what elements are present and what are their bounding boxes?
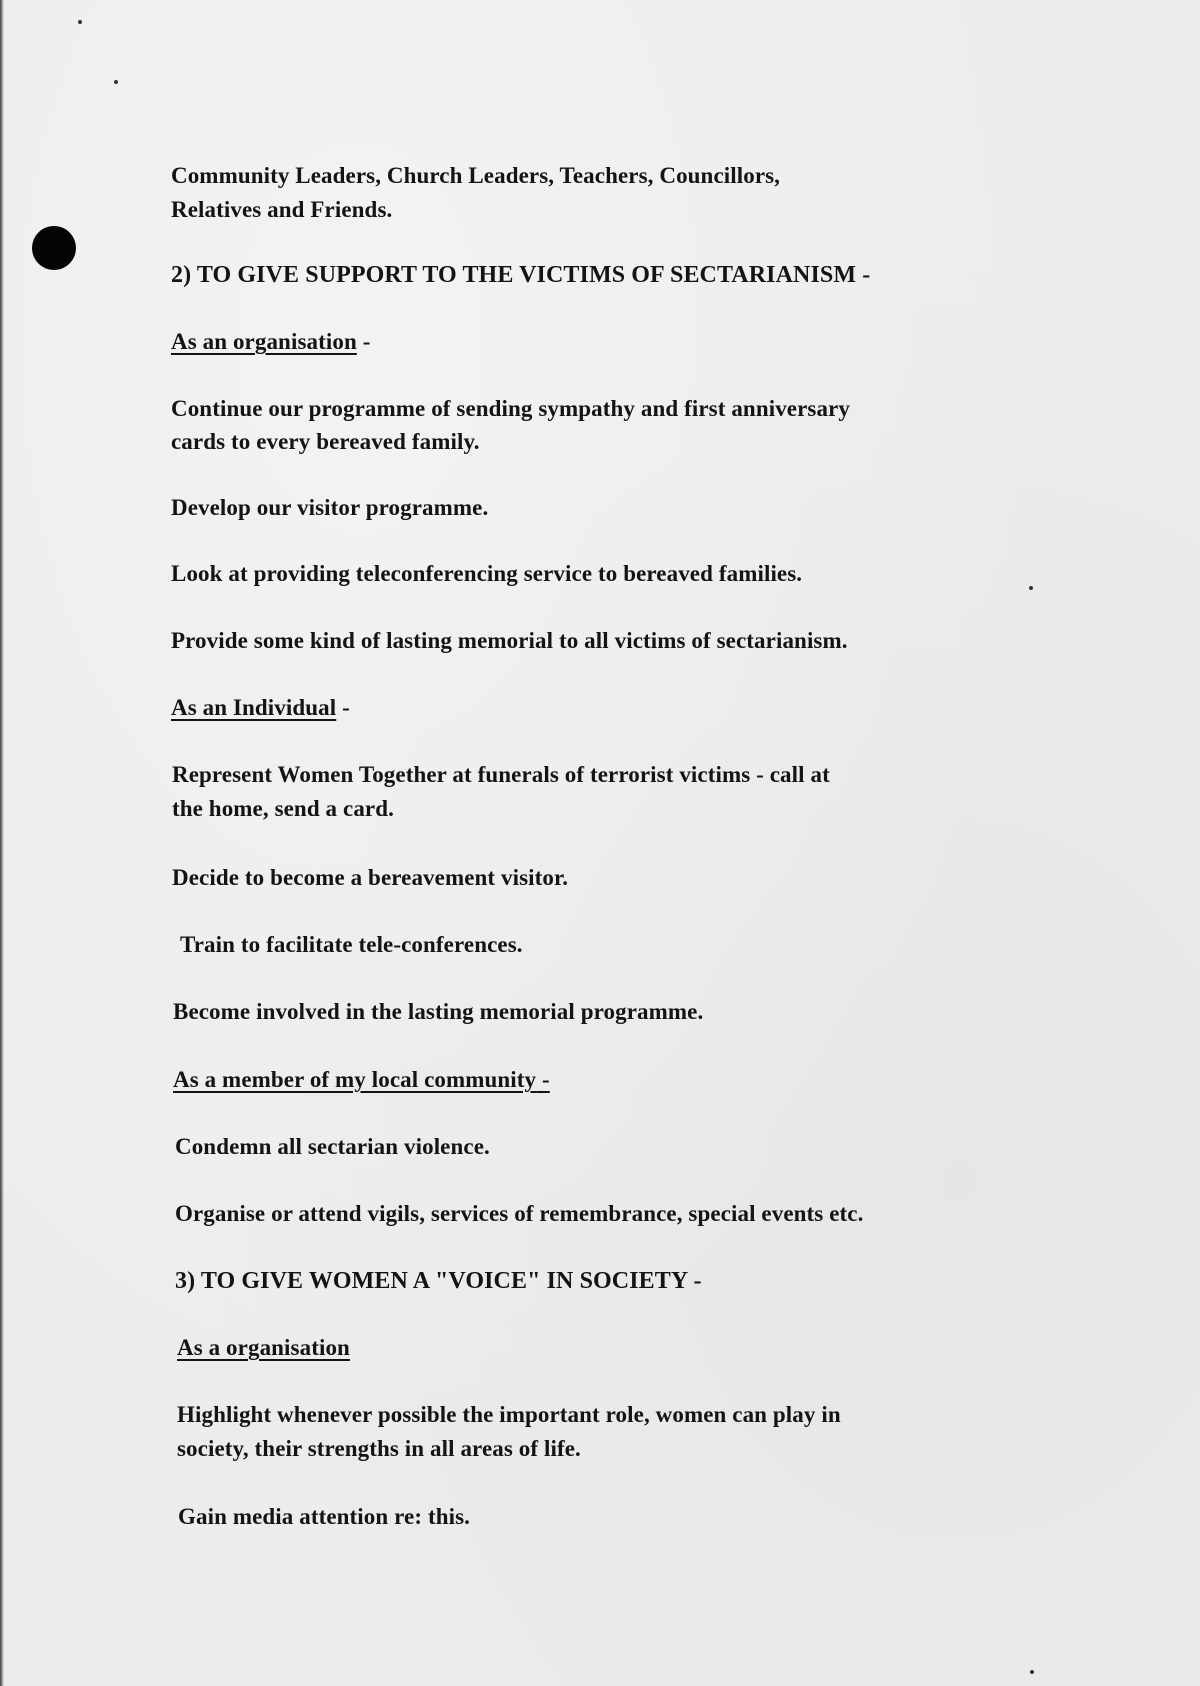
subheading-organisation-2: [177, 1331, 350, 1365]
subheading-individual: [171, 691, 350, 725]
intro-line-1: Community Leaders, Church Leaders, Teachers, Councillors,: [171, 163, 781, 188]
subheading-organisation-2-label: As a organisation: [177, 1335, 350, 1360]
individual-item-1-line-2: the home, send a card.: [172, 796, 394, 821]
subheading-organisation-label: As an organisation: [171, 329, 357, 354]
community-item-2: Organise or attend vigils, services of remembrance, special events etc.: [175, 1201, 864, 1226]
scan-edge-shadow: [0, 0, 4, 1686]
org-item-4: Provide some kind of lasting memorial to all victims of sectarianism.: [171, 628, 848, 653]
individual-item-3: Train to facilitate tele-conferences.: [180, 932, 523, 957]
subheading-organisation-suffix: -: [356, 329, 371, 354]
section-3-item-2: Gain media attention re: this.: [178, 1504, 470, 1529]
section-3-item-1-line-2: society, their strengths in all areas of life.: [177, 1436, 581, 1461]
intro-line-2: Relatives and Friends.: [171, 197, 393, 222]
community-item-1: Condemn all sectarian violence.: [175, 1134, 490, 1159]
individual-item-1-line-1: Represent Women Together at funerals of terrorist victims - call at: [172, 762, 830, 787]
punch-hole-mark: [32, 226, 76, 270]
section-2-heading: 2) TO GIVE SUPPORT TO THE VICTIMS OF SECTARIANISM -: [171, 262, 871, 288]
subheading-community: [173, 1063, 550, 1097]
scan-speck: [1029, 586, 1033, 590]
scan-speck: [78, 20, 82, 24]
scan-speck: [1030, 1670, 1034, 1674]
org-item-2: Develop our visitor programme.: [171, 495, 489, 520]
individual-item-2: Decide to become a bereavement visitor.: [172, 865, 569, 890]
subheading-individual-label: As an Individual: [171, 695, 337, 720]
subheading-organisation: [171, 325, 370, 359]
org-item-1-line-1: Continue our programme of sending sympathy and first anniversary: [171, 396, 850, 421]
scan-speck: [114, 80, 118, 84]
individual-item-4: Become involved in the lasting memorial programme.: [173, 999, 704, 1024]
subheading-individual-suffix: -: [336, 695, 350, 720]
section-3-heading: 3) TO GIVE WOMEN A "VOICE" IN SOCIETY -: [175, 1268, 702, 1294]
subheading-community-label: As a member of my local community: [173, 1067, 537, 1092]
org-item-3: Look at providing teleconferencing service to bereaved families.: [171, 561, 803, 586]
subheading-community-suffix: -: [536, 1067, 550, 1092]
org-item-1-line-2: cards to every bereaved family.: [171, 429, 480, 454]
section-3-item-1-line-1: Highlight whenever possible the important role, women can play in: [177, 1402, 841, 1427]
